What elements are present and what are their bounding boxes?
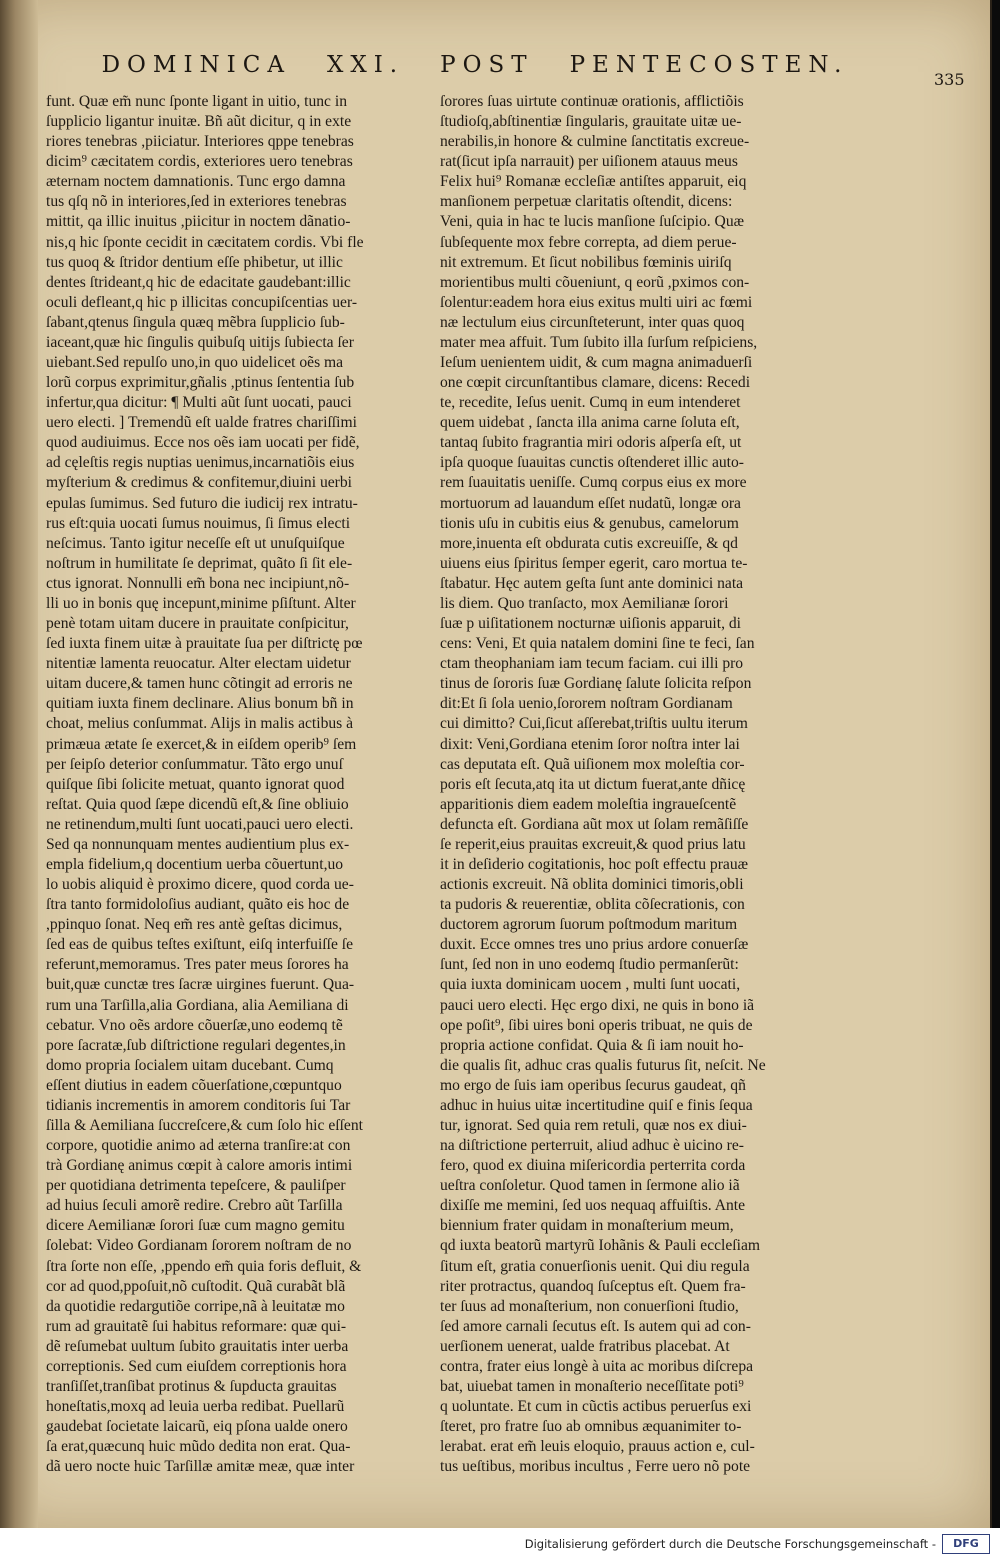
text-line: ta pudoris & reuerentiæ, oblita cõſecrationis, con bbox=[440, 896, 745, 914]
text-line: ueſtra conſoletur. Quod tamen in ſermone alio iã bbox=[440, 1177, 740, 1195]
text-line: uiebant.Sed repulſo uno,in quo uidelicet oẽs ma bbox=[46, 354, 344, 372]
text-line: domo propria ſocialem uitam ducebant. Cumq bbox=[46, 1056, 334, 1074]
text-line: buit,quæ cunctæ tres ſacræ uirgines fuerunt. Qua- bbox=[46, 976, 355, 994]
text-line: ſtabatur. Hęc autem geſta ſunt ante dominici nata bbox=[440, 574, 744, 592]
text-line: poris eſt ſecuta,atq ita ut dictum fuerat,ante dñicę bbox=[440, 775, 746, 793]
text-line: tus quoq & ſtridor dentium eſſe phibetur, ut illic bbox=[46, 253, 343, 271]
text-line: ctus ignorat. Nonnulli em̃ bona nec incipiunt,nõ- bbox=[46, 574, 350, 592]
text-line: tidianis incrementis in amorem conditoris ſui Tar bbox=[46, 1096, 351, 1114]
binding-gutter bbox=[0, 0, 38, 1528]
running-head-word: XXI. bbox=[326, 52, 405, 78]
text-line: it in deſiderio cogitationis, hoc poſt effectu prauæ bbox=[440, 855, 749, 873]
page-number: 335 bbox=[934, 70, 965, 89]
text-line: ſe reperit,eius prauitas excreuit,& quod prius latu bbox=[440, 835, 746, 853]
text-line: eſſent diutius in eadem cõuerſatione,cœpuntquo bbox=[46, 1076, 342, 1094]
left-text-column bbox=[46, 92, 442, 1477]
text-line: dixit: Veni,Gordiana etenim ſoror noſtra inter lai bbox=[440, 735, 740, 753]
text-line: ductorem agrorum ſuorum poſtmodum maritum bbox=[440, 916, 738, 934]
text-line: ſabant,qtenus ſingula quæq mẽbra ſupplicio ſub- bbox=[46, 313, 345, 331]
text-line: dã uero nocte huic Tarſillæ amitæ meæ, quæ inter bbox=[46, 1458, 355, 1476]
text-line: primæua ætate ſe exercet,& in eiſdem operib⁹ ſem bbox=[46, 735, 357, 753]
text-line: rus eſt:quia uocati ſumus nouimus, ſi ſimus electi bbox=[46, 514, 351, 532]
text-line: rum una Tarſilla,alia Gordiana, alia Aemiliana di bbox=[46, 996, 349, 1014]
text-line: tantaq ſubito fragrantia miri odoris aſperſa eſt, ut bbox=[440, 434, 742, 452]
text-line: quiſque ſibi ſolicite metuat, quanto ignorat quod bbox=[46, 775, 345, 793]
text-line: ſolebat: Video Gordianam ſororem noſtram de no bbox=[46, 1237, 352, 1255]
text-line: mittit, qa illic inuitus ,piicitur in noctem dãnatio- bbox=[46, 213, 351, 231]
text-line: æternam noctem damnationis. Tunc ergo damna bbox=[46, 173, 346, 191]
text-line: apparitionis diem eadem moleſtia ingraueſcentẽ bbox=[440, 795, 737, 813]
text-line: quod audiuimus. Ecce nos oẽs iam uocati per fidẽ, bbox=[46, 434, 360, 452]
text-line: more,inuenta eſt obdurata cutis excreuiſſe, & qd bbox=[440, 534, 738, 552]
text-line: tur, ignorat. Sed quia rem retuli, quæ nos ex diui- bbox=[440, 1116, 747, 1134]
text-line: referunt,memoramus. Tres pater meus ſorores ha bbox=[46, 956, 349, 974]
text-line: nerabilis,in honore & culmine ſanctitatis excreue- bbox=[440, 133, 750, 151]
text-line: bat, uiuebat tamen in monaſterio neceſſitate poti⁹ bbox=[440, 1378, 744, 1395]
text-line: ſed amore carnali ſecutus eſt. Is autem qui ad con- bbox=[440, 1317, 751, 1335]
text-line: ſteret, pro fratre ſuo ab omnibus æquanimiter to- bbox=[440, 1418, 742, 1436]
text-line: ſtra tanto formidoloſius audiant, quãto eis hoc de bbox=[46, 896, 350, 914]
text-line: correptionis. Sed cum eiuſdem correptionis hora bbox=[46, 1357, 347, 1375]
text-line: tionis uſu in cubitis eius & genubus, camelorum bbox=[440, 514, 739, 532]
text-line: dixiſſe me memini, ſed uos nequaq affuiſtis. Ante bbox=[440, 1197, 746, 1215]
text-line: ſolentur:eadem hora eius exitus multi uiri ac fœmi bbox=[440, 293, 753, 311]
text-line: actionis excreuit. Nã oblita dominici timoris,obli bbox=[440, 876, 744, 894]
text-line: quem uidebat , ſancta illa anima carne ſoluta eſt, bbox=[440, 414, 740, 432]
text-line: dit:Et ſi ſola uenio,ſororem noſtram Gordianam bbox=[440, 695, 733, 713]
text-line: tus qſq nõ in interiores,ſed in exteriores tenebras bbox=[46, 193, 347, 211]
text-line: iaceant,quæ hic ſingulis quibuſq uitijs ſubiecta ſer bbox=[46, 333, 354, 351]
text-line: myſterium & credimus & confitemur,diuini uerbi bbox=[46, 474, 352, 492]
text-line: quitiam iuxta finem declinare. Alius bonum bñ in bbox=[46, 695, 354, 713]
text-line: manſionem perpetuæ claritatis oſtendit, dicens: bbox=[440, 193, 733, 211]
text-line: cebatur. Vno oẽs ardore cõuerſæ,uno eodemq tẽ bbox=[46, 1016, 343, 1034]
text-line: næ lectulum eius circunſteterunt, inter quas quoq bbox=[440, 313, 745, 331]
text-line: oculi defleant,q hic p illicitas concupiſcentias uer- bbox=[46, 293, 358, 311]
digitization-footer bbox=[0, 1528, 1000, 1559]
running-head-word: DOMINICA bbox=[101, 52, 291, 78]
text-line: rum ad grauitatẽ ſui habitus reformare: quæ qui- bbox=[46, 1317, 347, 1335]
text-line: trà Gordianę animus cœpit à calore amoris intimi bbox=[46, 1157, 353, 1175]
text-line: dẽ reſumebat uultum ſubito grauitatis inter uerba bbox=[46, 1337, 349, 1355]
text-line: ad huius ſeculi amorẽ redire. Crebro aũt Tarſilla bbox=[46, 1197, 343, 1215]
text-line: pauci uero electi. Hęc ergo dixi, ne quis in bono iã bbox=[440, 996, 755, 1014]
text-line: honeſtatis,moxq ad leuia uerba redibat. Puellarũ bbox=[46, 1398, 345, 1416]
text-line: pore ſacratæ,ſub diſtrictione regulari degentes,in bbox=[46, 1036, 346, 1054]
text-line: riter protractus, quandoq ſuſceptus eſt. Quem fra- bbox=[440, 1277, 746, 1295]
running-head bbox=[60, 52, 890, 78]
funding-credit: Digitalisierung gefördert durch die Deutsche Forschungsgemeinschaft - bbox=[524, 1537, 936, 1551]
text-line: lo uobis aliquid è proximo dicere, quod corda ue- bbox=[46, 876, 354, 894]
text-line: ſupplicio ligantur inuitæ. Bñ aũt dicitur, q in exte bbox=[46, 113, 352, 131]
text-line: adhuc in huius uitæ incertitudine quiſ e finis ſequa bbox=[440, 1096, 753, 1114]
text-line: ſed eas de quibus teſtes exiſtunt, eiſq interfuiſſe ſe bbox=[46, 936, 354, 954]
text-line: tus ueſtibus, moribus incultus , Ferre uero nõ pote bbox=[440, 1458, 751, 1476]
text-line: biennium frater quidam in monaſterium meum, bbox=[440, 1217, 734, 1235]
text-line: ctam theophaniam iam tecum faciam. cui illi pro bbox=[440, 655, 744, 673]
text-line: epulas ſumimus. Sed futuro die iudicij rex intratu- bbox=[46, 494, 358, 512]
text-line: Veni, quia in hac te lucis manſione ſuſcipio. Quæ bbox=[440, 213, 745, 231]
text-line: ſorores ſuas uirtute continuæ orationis, afflictiõis bbox=[440, 93, 744, 110]
text-line: tranſiſſet,tranſibat protinus & ſupducta grauitas bbox=[46, 1378, 337, 1395]
text-line: infertur,qua dicitur: ¶ Multi aũt ſunt uocati, pauci bbox=[46, 394, 352, 412]
text-line: noſtrum in humilitate ſe deprimat, quãto ſi ſit ele- bbox=[46, 554, 353, 572]
text-line: duxit. Ecce omnes tres uno prius ardore conuerſæ bbox=[440, 936, 749, 954]
text-line: riores tenebras ,piiciatur. Interiores qppe tenebras bbox=[46, 133, 354, 151]
text-line: dicere Aemilianæ ſorori ſuæ cum magno gemitu bbox=[46, 1217, 345, 1235]
text-line: ſilla & Aemiliana ſuccreſcere,& cum ſolo hic eſſent bbox=[46, 1116, 363, 1134]
dfg-logo: DFG bbox=[942, 1534, 990, 1554]
text-line: ſitum eſt, gratia conuerſionis uenit. Qui diu regula bbox=[440, 1257, 750, 1275]
text-line: per quotidiana detrimenta tepeſcere, & pauliſper bbox=[46, 1177, 346, 1195]
text-line: ſtra ſorte non eſſe, ,ppendo em̃ quia foris defluit, & bbox=[46, 1257, 362, 1275]
text-line: choat, melius conſummat. Alijs in malis actibus à bbox=[46, 715, 354, 733]
text-line: nis,q hic ſponte cecidit in cæcitatem cordis. Vbi fle bbox=[46, 233, 364, 251]
text-line: te, recedite, Ieſus uenit. Cumq in eum intenderet bbox=[440, 394, 741, 412]
text-line: cens: Veni, Et quia natalem domini ſine te feci, ſan bbox=[440, 635, 755, 653]
text-line: penè totam uitam ducere in prauitate conſpicitur, bbox=[46, 615, 349, 633]
text-line: propria actione confidat. Quia & ſi iam nouit ho- bbox=[440, 1036, 744, 1054]
text-line: ope poſit⁹, ſibi uires boni operis tribuat, ne quis de bbox=[440, 1016, 753, 1034]
text-line: Felix hui⁹ Romanæ eccleſiæ antiſtes apparuit, eiq bbox=[440, 173, 747, 191]
text-line: defuncta eſt. Gordiana aũt mox ut ſolam remãſiſſe bbox=[440, 815, 749, 833]
text-line: ſubſequente mox febre correpta, ad diem perue- bbox=[440, 233, 737, 251]
text-line: ſuæ p uiſitationem nocturnæ uiſionis apparuit, di bbox=[440, 615, 742, 633]
text-line: uiuens eius ſpiritus ſemper egerit, caro mortua te- bbox=[440, 554, 748, 572]
text-line: ,ppinquo ſonat. Neq em̃ res antè geſtas dicimus, bbox=[46, 916, 343, 934]
text-line: nit extremum. Et ſicut nobilibus fœminis uiriſq bbox=[440, 253, 732, 271]
text-line: na diſtrictione perterruit, aliud adhuc è uicino re- bbox=[440, 1137, 744, 1155]
text-line: uitam ducere,& tamen hunc cõtingit ad erroris ne bbox=[46, 675, 353, 693]
text-line: uero electi. ] Tremendũ eſt ualde fratres chariſſimi bbox=[46, 414, 357, 432]
text-line: ipſa quoque ſuauitas cunctis oſtenderet illic auto- bbox=[440, 454, 744, 472]
text-line: tinus de ſororis ſuæ Gordianę ſalute ſolicita reſpon bbox=[440, 675, 752, 693]
text-line: q uoluntate. Et cum in cũctis actibus peruerſus exi bbox=[440, 1398, 752, 1416]
text-line: da quotidie redargutiõe corripe,nã à leuitatæ mo bbox=[46, 1297, 345, 1315]
text-line: quia iuxta dominicam uocem , multi ſunt uocati, bbox=[440, 976, 741, 994]
text-line: ſed iuxta finem uitæ à prauitate ſua per diſtrictę pœ bbox=[46, 635, 363, 653]
text-line: mortuorum ad lauandum eſſet nudatũ, longæ ora bbox=[440, 494, 741, 512]
text-line: gaudebat ſocietate laicarũ, eiq pſona ualde onero bbox=[46, 1418, 348, 1436]
text-line: mater mea affuit. Tum ſubito illa ſurſum reſpiciens, bbox=[440, 333, 758, 351]
text-line: Sed qa nonnunquam mentes audientium plus ex- bbox=[46, 835, 350, 853]
text-line: empla fidelium,q docentium uerba cõuertunt,uo bbox=[46, 855, 344, 873]
text-line: ſa erat,quæcunq huic mũdo dedita non erat. Qua- bbox=[46, 1438, 351, 1456]
text-line: dentes ſtrideant,q hic de edacitate gaudebant:illic bbox=[46, 273, 351, 291]
text-line: morientibus multi cõueniunt, q eorũ ,pximos con- bbox=[440, 273, 750, 291]
text-line: cor ad quod,ppoſuit,nõ cuſtodit. Quã curabãt blã bbox=[46, 1277, 346, 1295]
text-line: Ieſum uenientem uidit, & cum magna animaduerſi bbox=[440, 354, 753, 372]
text-line: die qualis ſit, adhuc cras qualis futurus ſit, neſcit. Ne bbox=[440, 1056, 766, 1074]
text-line: fero, quod ex diuina miſericordia perterrita corda bbox=[440, 1157, 746, 1175]
text-line: ſtudioſq,abſtinentiæ ſingularis, grauitate uitæ ue- bbox=[440, 113, 742, 131]
text-line: cui dimitto? Cui,ſicut aſſerebat,triſtis uultu iterum bbox=[440, 715, 748, 733]
text-line: rat(ſicut ipſa narrauit) per uiſionem atauus meus bbox=[440, 153, 738, 171]
text-line: corpore, quotidie animo ad æterna tranſire:at con bbox=[46, 1137, 351, 1155]
text-line: rem ſuauitatis ueniſſe. Cumq corpus eius ex more bbox=[440, 474, 747, 492]
text-line: per ſeipſo deterior conſummatur. Tãto ergo unuſ bbox=[46, 755, 343, 773]
text-line: neſcimus. Tanto igitur neceſſe eſt ut unuſquiſque bbox=[46, 534, 345, 552]
text-line: dicim⁹ cæcitatem cordis, exteriores uero tenebras bbox=[46, 153, 353, 171]
text-line: contra, frater eius longè à uita ac moribus diſcrepa bbox=[440, 1357, 754, 1375]
text-line: ne retinendum,multi ſunt uocati,pauci uero electi. bbox=[46, 815, 354, 833]
text-line: cas deputata eſt. Quã uiſionem mox moleſtia cor- bbox=[440, 755, 745, 773]
text-line: nitentiæ lamenta reuocatur. Alter electam uidetur bbox=[46, 655, 351, 673]
text-line: uerſionem uenerat, ualde fratribus placebat. At bbox=[440, 1337, 730, 1355]
text-line: mo ergo de ſuis iam operibus ſecurus gaudeat, qñ bbox=[440, 1076, 746, 1094]
right-text-column bbox=[440, 92, 832, 1477]
text-line: funt. Quæ em̃ nunc ſponte ligant in uitio, tunc in bbox=[46, 93, 348, 110]
text-line: ſunt, ſed non in uno eodemq ſtudio permanſerũt: bbox=[440, 956, 739, 974]
text-line: lis diem. Quo tranſacto, mox Aemilianæ ſorori bbox=[440, 594, 729, 612]
text-line: lli uo in bonis quę incepunt,minime pſiſtunt. Alter bbox=[46, 594, 356, 612]
text-line: reſtat. Quia quod ſæpe dicendũ eſt,& ſine obliuio bbox=[46, 795, 349, 813]
running-head-word: POST bbox=[440, 52, 534, 78]
text-line: qd iuxta beatorũ martyrũ Iohãnis & Pauli eccleſiam bbox=[440, 1237, 761, 1255]
text-line: ter ſuus ad monaſterium, non conuerſioni ſtudio, bbox=[440, 1297, 739, 1315]
text-line: lorũ corpus exprimitur,gñalis ,ptinus ſententia ſub bbox=[46, 374, 355, 392]
text-line: ad cęleſtis regis nuptias uenimus,incarnatiõis eius bbox=[46, 454, 355, 472]
text-line: one cœpit circunſtantibus clamare, dicens: Recedi bbox=[440, 374, 751, 392]
text-line: lerabat. erat em̃ leuis eloquio, prauus action e, cul- bbox=[440, 1438, 755, 1456]
running-head-word: PENTECOSTEN. bbox=[569, 52, 849, 78]
